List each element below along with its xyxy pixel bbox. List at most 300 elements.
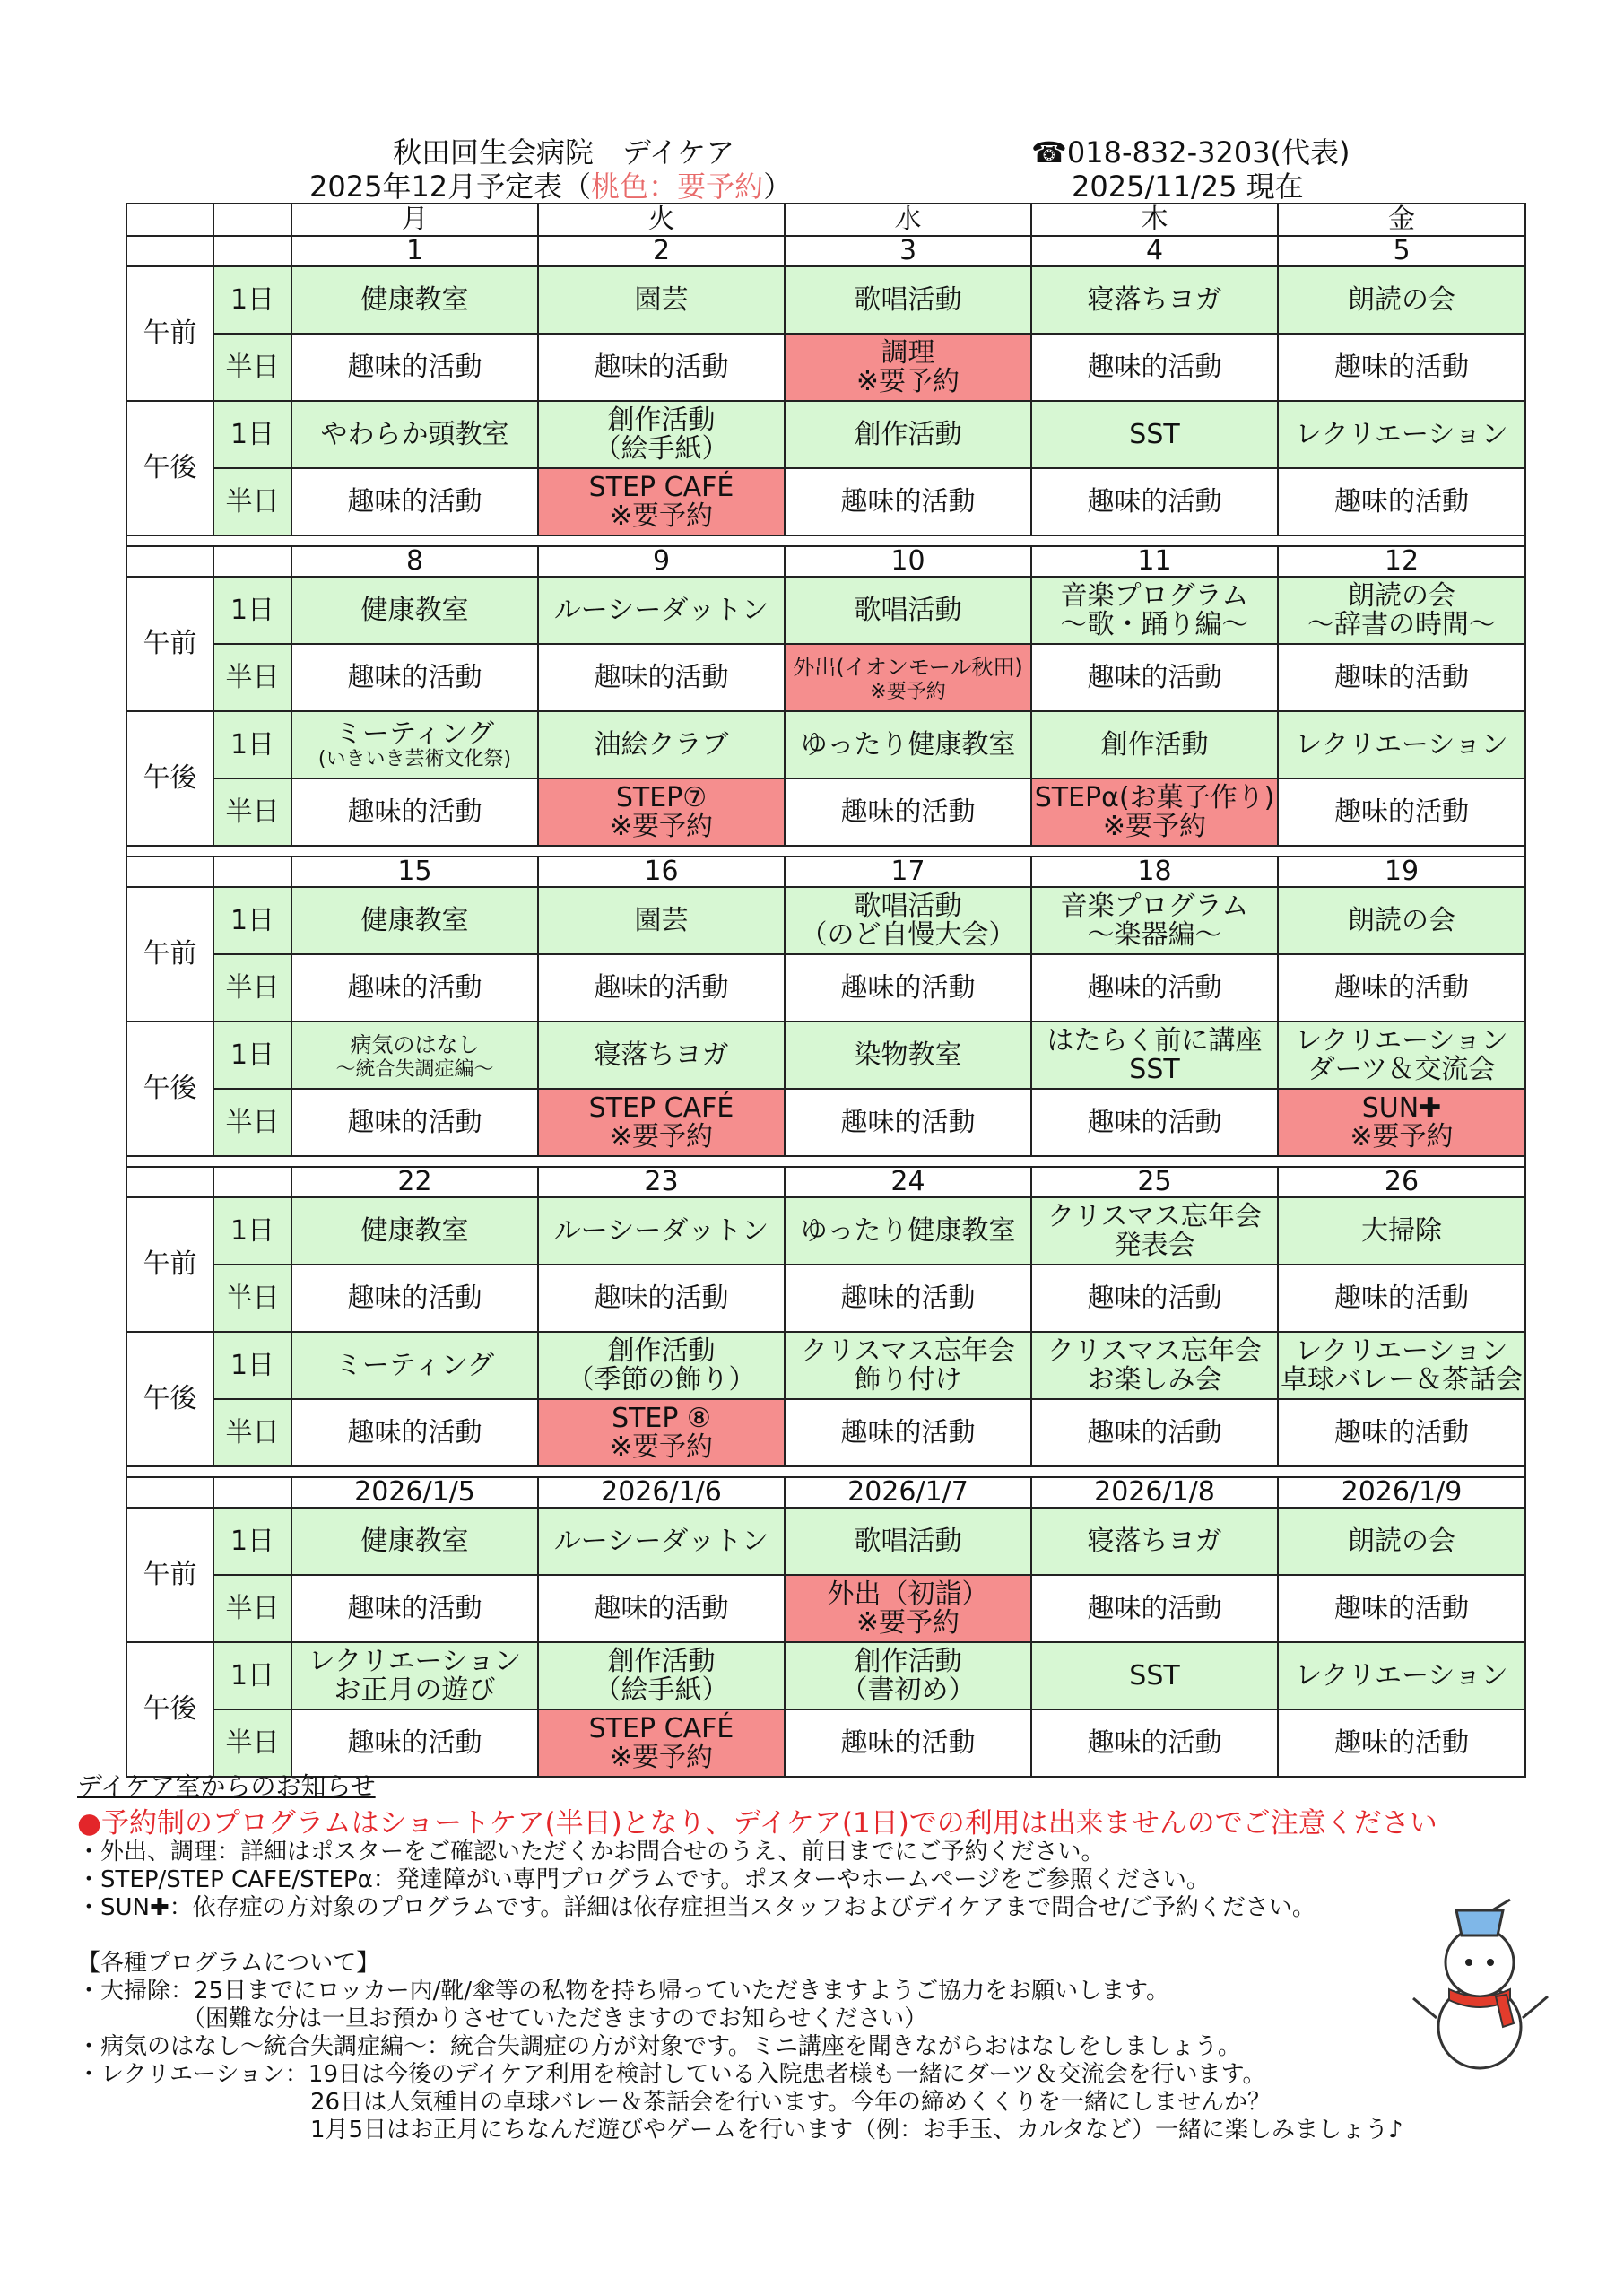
- session-kind-half: 半日: [213, 1089, 291, 1156]
- program-cell: [1278, 1332, 1525, 1399]
- date-cell: 19: [1278, 857, 1525, 887]
- program-detail: ～楽器編～: [1087, 918, 1222, 951]
- program-note: ・大掃除：25日までにロッカー内/靴/傘等の私物を持ち帰っていただきますようご協力をお願いします。: [77, 1978, 1170, 2005]
- program-name: 趣味的活動: [594, 351, 729, 383]
- program-cell: [538, 1575, 785, 1642]
- notice-line: ・STEP/STEP CAFE/STEPα：発達障がい専門プログラムです。ポスターやホームページをご参照ください。: [77, 1866, 1210, 1893]
- program-cell: [1278, 266, 1525, 334]
- program-cell: [1278, 334, 1525, 401]
- program-name: 創作活動: [1100, 728, 1209, 761]
- program-name: SUN✚: [1361, 1091, 1442, 1124]
- program-name: 寝落ちヨガ: [594, 1039, 729, 1071]
- program-detail: (いきいき芸術文化祭): [317, 747, 512, 770]
- program-name: 音楽プログラム: [1060, 890, 1249, 922]
- program-name: 趣味的活動: [594, 661, 729, 693]
- schedule-title-prefix: 2025年12月予定表（: [309, 170, 592, 204]
- session-kind-full: 1日: [213, 1508, 291, 1575]
- program-name: クリスマス忘年会: [1047, 1200, 1262, 1232]
- program-note: （困難な分は一旦お預かりさせていただきますのでお知らせください）: [77, 2005, 928, 2032]
- program-cell: [785, 887, 1031, 954]
- program-cell: [785, 401, 1031, 468]
- program-cell: [291, 1197, 538, 1265]
- program-name: レクリエーション: [1295, 1659, 1508, 1692]
- schedule-row-pm-full: [126, 1642, 1525, 1709]
- program-name: 趣味的活動: [840, 1726, 976, 1759]
- schedule-title-suffix: ）: [763, 170, 793, 204]
- program-name: 趣味的活動: [840, 971, 976, 1004]
- separator-cell: [126, 1156, 1525, 1167]
- period-label-pm: 午後: [126, 401, 213, 535]
- session-kind-half: 半日: [213, 1399, 291, 1466]
- program-name: 創作活動: [607, 1335, 716, 1367]
- program-cell: [538, 1265, 785, 1332]
- program-cell: [785, 468, 1031, 535]
- program-detail: ～辞書の時間～: [1307, 608, 1496, 640]
- program-cell: [538, 1332, 785, 1399]
- session-kind-half: 半日: [213, 778, 291, 846]
- program-cell: [291, 577, 538, 644]
- program-cell: [785, 1508, 1031, 1575]
- schedule-row-pm-full: [126, 1022, 1525, 1089]
- program-cell: [785, 334, 1031, 401]
- program-cell: [1278, 1399, 1525, 1466]
- program-name: 創作活動: [854, 418, 962, 450]
- program-name: 趣味的活動: [347, 485, 482, 517]
- program-cell: [1278, 1089, 1525, 1156]
- notices-title: デイケア室からのお知らせ: [77, 1771, 376, 1801]
- program-name: 外出(イオンモール秋田): [793, 654, 1023, 680]
- program-cell: [538, 1399, 785, 1466]
- program-cell: [1031, 1508, 1278, 1575]
- date-cell: 23: [538, 1167, 785, 1197]
- session-kind-full: 1日: [213, 266, 291, 334]
- program-name: 趣味的活動: [1087, 1282, 1222, 1314]
- program-name: 健康教室: [360, 904, 469, 936]
- program-cell: [538, 334, 785, 401]
- week-separator: [126, 1156, 1525, 1167]
- program-cell: [291, 1399, 538, 1466]
- session-kind-half: 半日: [213, 644, 291, 711]
- schedule-row-pm-full: [126, 1332, 1525, 1399]
- program-name: 趣味的活動: [347, 1592, 482, 1624]
- program-name: 趣味的活動: [840, 485, 976, 517]
- program-name: SST: [1129, 418, 1180, 450]
- program-cell: [1278, 1575, 1525, 1642]
- program-cell: [291, 954, 538, 1022]
- schedule-table: [126, 203, 1526, 1778]
- program-name: クリスマス忘年会: [1047, 1335, 1262, 1367]
- program-name: 趣味的活動: [347, 1282, 482, 1314]
- program-name: 健康教室: [360, 1525, 469, 1557]
- program-name: 趣味的活動: [1087, 971, 1222, 1004]
- program-cell: [291, 1575, 538, 1642]
- program-detail: ～統合失調症編～: [335, 1057, 494, 1081]
- program-cell: [291, 1709, 538, 1777]
- program-name: 朗読の会: [1348, 579, 1455, 612]
- program-name: 趣味的活動: [1087, 1592, 1222, 1624]
- program-name: 創作活動: [607, 404, 716, 436]
- program-note: 26日は人気種目の卓球バレー＆茶話会を行います。今年の締めくくりを一緒にしませんか？: [77, 2089, 1272, 2116]
- date-row: [126, 1477, 1525, 1508]
- program-cell: [785, 711, 1031, 778]
- program-name: ゆったり健康教室: [800, 1214, 1016, 1247]
- program-cell: [291, 1022, 538, 1089]
- program-name: 趣味的活動: [1334, 661, 1469, 693]
- program-name: STEP⑦: [615, 781, 708, 813]
- period-label-am: 午前: [126, 577, 213, 711]
- program-name: クリスマス忘年会: [801, 1335, 1015, 1367]
- date-row-blank: [213, 236, 291, 266]
- schedule-row-pm-full: [126, 401, 1525, 468]
- weekday-header: 水: [785, 204, 1031, 236]
- program-name: 趣味的活動: [1087, 1416, 1222, 1448]
- program-cell: [291, 1332, 538, 1399]
- program-name: 趣味的活動: [1334, 485, 1469, 517]
- period-label-am: 午前: [126, 1197, 213, 1332]
- program-name: 油絵クラブ: [594, 728, 729, 761]
- session-kind-half: 半日: [213, 1575, 291, 1642]
- period-label-am: 午前: [126, 887, 213, 1022]
- weekday-header: 火: [538, 204, 785, 236]
- session-kind-half: 半日: [213, 1265, 291, 1332]
- session-kind-half: 半日: [213, 954, 291, 1022]
- program-name: ルーシーダットン: [553, 1214, 769, 1247]
- program-name: 朗読の会: [1348, 904, 1455, 936]
- weekday-header: 月: [291, 204, 538, 236]
- separator-cell: [126, 846, 1525, 857]
- program-cell: [538, 1197, 785, 1265]
- program-note: ・レクリエーション：19日は今後のデイケア利用を検討している入院患者様も一緒にダーツ＆交流会を行います。: [77, 2061, 1266, 2088]
- program-detail: お楽しみ会: [1087, 1363, 1222, 1396]
- schedule-row-am-full: [126, 1508, 1525, 1575]
- date-cell: 16: [538, 857, 785, 887]
- phone-number: ☎018-832-3203(代表): [1031, 135, 1350, 170]
- separator-cell: [126, 1466, 1525, 1477]
- program-cell: [785, 954, 1031, 1022]
- program-name: 園芸: [634, 283, 689, 316]
- program-name: 趣味的活動: [1087, 485, 1222, 517]
- program-detail: 飾り付け: [854, 1363, 962, 1396]
- program-name: 趣味的活動: [347, 1726, 482, 1759]
- date-cell: 5: [1278, 236, 1525, 266]
- program-name: 趣味的活動: [1087, 1106, 1222, 1138]
- program-name: 趣味的活動: [1334, 971, 1469, 1004]
- program-cell: [1031, 468, 1278, 535]
- snowman-icon: [1410, 1892, 1553, 2072]
- schedule-row-pm-half: [126, 468, 1525, 535]
- schedule-row-am-half: [126, 644, 1525, 711]
- program-cell: [1031, 1089, 1278, 1156]
- program-name: 歌唱活動: [854, 283, 962, 316]
- program-cell: [291, 1265, 538, 1332]
- week-separator: [126, 846, 1525, 857]
- program-cell: [538, 1642, 785, 1709]
- program-cell: [538, 577, 785, 644]
- notice-line: ・外出、調理：詳細はポスターをご確認いただくかお問合せのうえ、前日までにご予約ください。: [77, 1839, 1105, 1866]
- schedule-row-am-half: [126, 954, 1525, 1022]
- program-cell: [1031, 778, 1278, 846]
- schedule-row-am-full: [126, 887, 1525, 954]
- program-cell: [1031, 266, 1278, 334]
- program-name: 外出（初詣）: [827, 1578, 989, 1610]
- date-cell: 12: [1278, 546, 1525, 577]
- program-name: ルーシーダットン: [553, 1525, 769, 1557]
- program-name: 趣味的活動: [1334, 1726, 1469, 1759]
- date-row-blank: [213, 546, 291, 577]
- program-cell: [1031, 1399, 1278, 1466]
- date-row-blank: [126, 236, 213, 266]
- program-cell: [785, 1709, 1031, 1777]
- program-cell: [1031, 334, 1278, 401]
- corner-cell: [213, 204, 291, 236]
- program-cell: [1031, 1197, 1278, 1265]
- program-cell: [785, 1089, 1031, 1156]
- program-name: はたらく前に講座: [1046, 1024, 1263, 1057]
- program-name: 趣味的活動: [594, 971, 729, 1004]
- date-cell: 8: [291, 546, 538, 577]
- program-detail: お正月の遊び: [334, 1674, 496, 1706]
- program-name: 病気のはなし: [350, 1031, 480, 1057]
- session-kind-full: 1日: [213, 1022, 291, 1089]
- program-cell: [1031, 1265, 1278, 1332]
- program-detail: （書初め）: [840, 1674, 976, 1706]
- program-note: ・病気のはなし～統合失調症編～：統合失調症の方が対象です。ミニ講座を聞きながらおはなしをしましょう。: [77, 2033, 1241, 2060]
- program-cell: [538, 1089, 785, 1156]
- date-cell: 26: [1278, 1167, 1525, 1197]
- program-name: 趣味的活動: [1334, 1592, 1469, 1624]
- program-name: STEP ⑧: [612, 1402, 711, 1434]
- program-cell: [291, 468, 538, 535]
- session-kind-half: 半日: [213, 468, 291, 535]
- program-cell: [538, 266, 785, 334]
- program-name: 音楽プログラム: [1060, 579, 1249, 612]
- program-name: 寝落ちヨガ: [1087, 1525, 1222, 1557]
- program-name: ミーティング: [335, 718, 494, 750]
- date-cell: 25: [1031, 1167, 1278, 1197]
- period-label-am: 午前: [126, 266, 213, 401]
- program-cell: [1278, 1197, 1525, 1265]
- program-cell: [1031, 887, 1278, 954]
- program-name: 趣味的活動: [347, 351, 482, 383]
- program-detail: ※要予約: [870, 680, 946, 703]
- program-detail: （絵手紙）: [594, 432, 729, 465]
- date-cell: 9: [538, 546, 785, 577]
- program-name: レクリエーション: [1295, 1335, 1508, 1367]
- program-cell: [785, 778, 1031, 846]
- program-cell: [785, 1197, 1031, 1265]
- schedule-row-pm-half: [126, 1709, 1525, 1777]
- program-name: 健康教室: [360, 594, 469, 626]
- schedule-row-am-full: [126, 1197, 1525, 1265]
- program-detail: （のど自慢大会）: [800, 918, 1016, 951]
- program-cell: [291, 1642, 538, 1709]
- date-row: [126, 1167, 1525, 1197]
- program-cell: [291, 711, 538, 778]
- session-kind-full: 1日: [213, 711, 291, 778]
- program-name: STEP CAFÉ: [588, 1091, 734, 1124]
- date-cell: 2: [538, 236, 785, 266]
- schedule-row-am-full: [126, 266, 1525, 334]
- program-name: 趣味的活動: [1087, 351, 1222, 383]
- date-cell: 2026/1/9: [1278, 1477, 1525, 1508]
- program-name: 寝落ちヨガ: [1087, 283, 1222, 316]
- program-name: 趣味的活動: [840, 1106, 976, 1138]
- program-cell: [291, 266, 538, 334]
- reservation-warning: ●予約制のプログラムはショートケア(半日)となり、デイケア(1日)での利用は出来ませんのでご注意ください: [77, 1807, 1437, 1839]
- program-name: レクリエーション: [1295, 1024, 1508, 1057]
- program-name: 趣味的活動: [594, 1592, 729, 1624]
- program-name: 趣味的活動: [1087, 661, 1222, 693]
- date-cell: 11: [1031, 546, 1278, 577]
- program-cell: [785, 1022, 1031, 1089]
- program-cell: [291, 1089, 538, 1156]
- program-cell: [1278, 1265, 1525, 1332]
- period-label-pm: 午後: [126, 1332, 213, 1466]
- program-name: 健康教室: [360, 283, 469, 316]
- session-kind-full: 1日: [213, 401, 291, 468]
- date-row-blank: [213, 1477, 291, 1508]
- program-cell: [1278, 887, 1525, 954]
- date-row-blank: [126, 546, 213, 577]
- notice-line: ・SUN✚：依存症の方対象のプログラムです。詳細は依存症担当スタッフおよびデイケアまで問合せ/ご予約ください。: [77, 1894, 1316, 1921]
- schedule-row-pm-full: [126, 711, 1525, 778]
- reservation-legend: 桃色：要予約: [591, 170, 764, 204]
- weekday-header: 木: [1031, 204, 1278, 236]
- program-cell: [1031, 1332, 1278, 1399]
- session-kind-full: 1日: [213, 1332, 291, 1399]
- program-detail: ～歌・踊り編～: [1060, 608, 1249, 640]
- program-cell: [291, 401, 538, 468]
- schedule-row-am-half: [126, 1265, 1525, 1332]
- program-name: 趣味的活動: [347, 661, 482, 693]
- date-row-blank: [213, 857, 291, 887]
- program-cell: [538, 468, 785, 535]
- program-name: STEP CAFÉ: [588, 471, 734, 503]
- program-cell: [1031, 577, 1278, 644]
- program-cell: [1278, 401, 1525, 468]
- week-separator: [126, 535, 1525, 546]
- program-name: 園芸: [634, 904, 689, 936]
- date-row-blank: [126, 857, 213, 887]
- week-separator: [126, 1466, 1525, 1477]
- program-cell: [1031, 401, 1278, 468]
- program-detail: ※要予約: [609, 1741, 714, 1773]
- program-cell: [538, 954, 785, 1022]
- program-cell: [1278, 711, 1525, 778]
- program-cell: [1278, 778, 1525, 846]
- schedule-title: [309, 170, 792, 203]
- date-cell: 2026/1/6: [538, 1477, 785, 1508]
- program-detail: 発表会: [1114, 1229, 1195, 1261]
- program-cell: [1031, 1022, 1278, 1089]
- schedule-row-am-half: [126, 1575, 1525, 1642]
- program-detail: ※要予約: [855, 1606, 960, 1639]
- program-name: 朗読の会: [1348, 283, 1455, 316]
- program-cell: [785, 1332, 1031, 1399]
- program-name: ルーシーダットン: [553, 594, 769, 626]
- program-cell: [785, 577, 1031, 644]
- facility-title: 秋田回生会病院 デイケア: [393, 135, 735, 170]
- program-name: 調理: [881, 336, 935, 369]
- program-detail: ※要予約: [609, 500, 714, 532]
- program-name: STEPα(お菓子作り): [1034, 781, 1275, 813]
- weekday-header: 金: [1278, 204, 1525, 236]
- program-cell: [291, 334, 538, 401]
- as-of-date: 2025/11/25 現在: [1072, 170, 1304, 204]
- date-row: [126, 236, 1525, 266]
- program-name: 大掃除: [1361, 1214, 1442, 1247]
- program-name: 染物教室: [854, 1039, 962, 1071]
- schedule-row-pm-half: [126, 1089, 1525, 1156]
- date-cell: 10: [785, 546, 1031, 577]
- program-cell: [538, 711, 785, 778]
- corner-cell: [126, 204, 213, 236]
- period-label-pm: 午後: [126, 1022, 213, 1156]
- program-name: 朗読の会: [1348, 1525, 1455, 1557]
- program-cell: [1278, 644, 1525, 711]
- program-cell: [538, 887, 785, 954]
- session-kind-full: 1日: [213, 577, 291, 644]
- program-cell: [538, 1709, 785, 1777]
- date-cell: 17: [785, 857, 1031, 887]
- program-name: 歌唱活動: [854, 1525, 962, 1557]
- session-kind-half: 半日: [213, 1709, 291, 1777]
- program-name: 趣味的活動: [1087, 1726, 1222, 1759]
- program-detail: ※要予約: [855, 365, 960, 397]
- program-cell: [1278, 1022, 1525, 1089]
- program-cell: [1278, 954, 1525, 1022]
- date-row: [126, 857, 1525, 887]
- program-cell: [785, 1399, 1031, 1466]
- program-cell: [1031, 1575, 1278, 1642]
- program-cell: [291, 1508, 538, 1575]
- program-cell: [1278, 577, 1525, 644]
- program-name: 歌唱活動: [854, 890, 962, 922]
- program-name: 趣味的活動: [840, 796, 976, 828]
- separator-cell: [126, 535, 1525, 546]
- program-cell: [785, 1642, 1031, 1709]
- schedule-row-pm-half: [126, 1399, 1525, 1466]
- date-cell: 3: [785, 236, 1031, 266]
- program-name: 創作活動: [607, 1645, 716, 1677]
- date-cell: 2026/1/7: [785, 1477, 1031, 1508]
- program-cell: [785, 1265, 1031, 1332]
- program-cell: [538, 778, 785, 846]
- date-row-blank: [126, 1477, 213, 1508]
- program-name: やわらか頭教室: [320, 418, 509, 450]
- program-name: レクリエーション: [1295, 418, 1508, 450]
- program-name: 趣味的活動: [840, 1282, 976, 1314]
- date-cell: 2026/1/5: [291, 1477, 538, 1508]
- program-cell: [785, 644, 1031, 711]
- program-note: 1月5日はお正月にちなんだ遊びやゲームを行います（例：お手玉、カルタなど）一緒に楽しみましょう♪: [77, 2117, 1403, 2144]
- program-cell: [1031, 1709, 1278, 1777]
- date-row: [126, 546, 1525, 577]
- session-kind-full: 1日: [213, 887, 291, 954]
- program-name: 趣味的活動: [840, 1416, 976, 1448]
- program-cell: [1278, 1642, 1525, 1709]
- date-row-blank: [213, 1167, 291, 1197]
- program-name: 趣味的活動: [347, 971, 482, 1004]
- date-row-blank: [126, 1167, 213, 1197]
- period-label-pm: 午後: [126, 711, 213, 846]
- program-detail: ダーツ＆交流会: [1307, 1053, 1496, 1085]
- program-cell: [538, 644, 785, 711]
- program-cell: [1031, 1642, 1278, 1709]
- period-label-am: 午前: [126, 1508, 213, 1642]
- date-cell: 18: [1031, 857, 1278, 887]
- program-cell: [1031, 644, 1278, 711]
